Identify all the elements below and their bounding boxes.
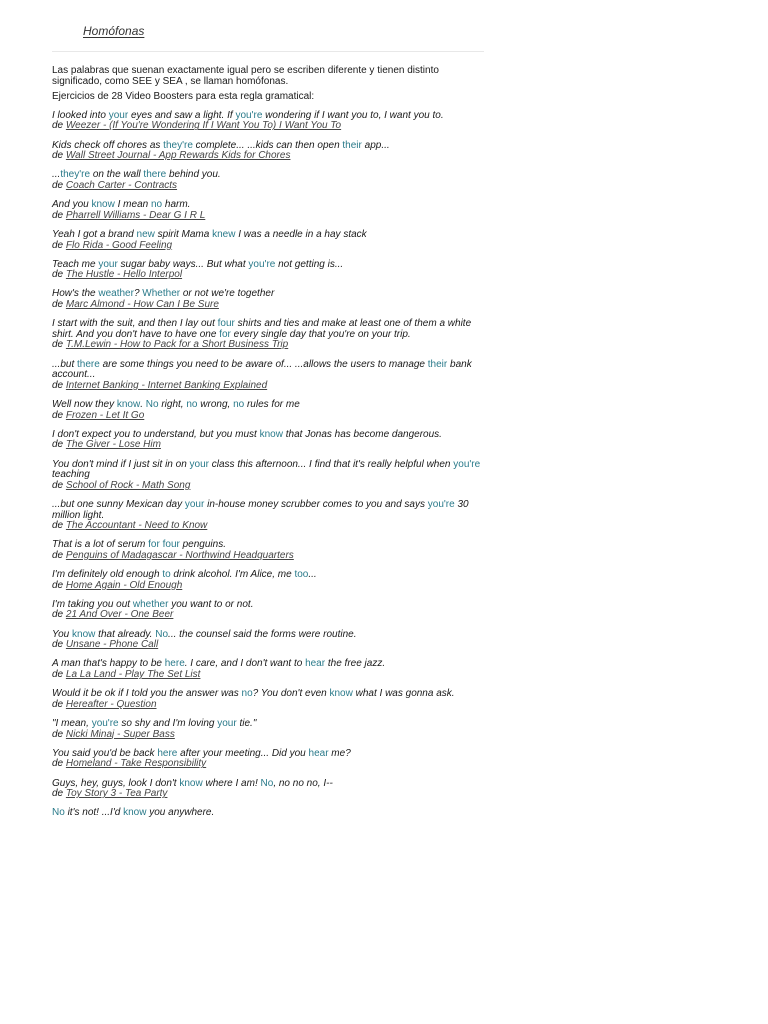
- example-source: [52, 411, 488, 422]
- homophone-highlight: no: [150, 199, 163, 211]
- example-source: [52, 551, 488, 562]
- source-link[interactable]: Home Again - Old Enough: [65, 579, 183, 591]
- example-item: [52, 659, 488, 680]
- example-item: [52, 360, 488, 392]
- homophone-highlight: here: [157, 747, 178, 759]
- source-prefix: de: [52, 409, 66, 421]
- quote-text: I don't expect you to understand, but you must: [52, 428, 260, 440]
- source-prefix: de: [52, 209, 66, 221]
- homophone-highlight: weather: [98, 288, 134, 300]
- page-title[interactable]: Homófonas: [83, 24, 145, 38]
- quote-text: shirts and ties and make at least one of them a white shirt. And you don't have to have one: [52, 318, 472, 340]
- homophone-highlight: new: [136, 228, 155, 240]
- example-quote: [52, 808, 488, 819]
- quote-text: in-house money scrubber comes to you and says: [204, 498, 428, 510]
- homophone-highlight: your: [98, 258, 118, 270]
- example-item: [52, 141, 488, 162]
- homophone-highlight: you're: [91, 718, 119, 729]
- homophone-highlight: Whether: [142, 288, 181, 300]
- example-item: [52, 319, 488, 351]
- homophone-highlight: hear: [305, 658, 326, 670]
- quote-text: behind you.: [166, 169, 221, 181]
- quote-text: I was a needle in a hay stack: [235, 228, 367, 240]
- homophone-highlight: know: [116, 399, 141, 410]
- source-prefix: de: [52, 299, 66, 311]
- homophone-highlight: you're: [248, 258, 276, 270]
- quote-text: How's the: [52, 288, 99, 300]
- source-prefix: de: [52, 788, 66, 800]
- quote-text: Guys, hey, guys, look I don't: [52, 777, 180, 789]
- source-link[interactable]: Internet Banking - Internet Banking Explained: [65, 379, 268, 391]
- quote-text: I start with the suit, and then I lay out: [52, 318, 218, 330]
- source-prefix: de: [52, 758, 66, 770]
- quote-text: ? You don't even: [252, 688, 330, 700]
- quote-text: class this afternoon... I find that it's really helpful when: [209, 458, 454, 470]
- homophone-highlight: know: [179, 777, 203, 789]
- homophone-highlight: your: [108, 109, 129, 121]
- source-link[interactable]: School of Rock - Math Song: [65, 479, 191, 491]
- source-prefix: de: [52, 669, 66, 681]
- example-source: [52, 481, 488, 492]
- source-link[interactable]: Frozen - Let It Go: [65, 409, 145, 421]
- quote-text: every single day that you're on your trip.: [230, 328, 411, 340]
- example-source: [52, 730, 488, 741]
- example-source: [52, 670, 488, 681]
- quote-text: Yeah I got a brand: [52, 228, 137, 240]
- quote-text: 30 million light.: [52, 498, 469, 521]
- homophone-highlight: you're: [453, 458, 481, 470]
- example-source: [52, 440, 488, 451]
- quote-text: ?: [133, 288, 143, 300]
- example-item: [52, 400, 488, 421]
- quote-text: eyes and saw a light. If: [128, 109, 236, 121]
- quote-text: bank account...: [52, 358, 472, 381]
- source-link[interactable]: Homeland - Take Responsibility: [65, 758, 207, 770]
- homophone-highlight: there: [143, 169, 167, 181]
- source-link[interactable]: Coach Carter - Contracts: [65, 179, 178, 191]
- homophone-highlight: no: [241, 688, 253, 700]
- quote-text: the free jazz.: [325, 658, 386, 670]
- example-source: [52, 151, 488, 162]
- quote-text: You said you'd be back: [52, 747, 158, 759]
- homophone-highlight: know: [329, 688, 353, 700]
- example-item: [52, 170, 488, 191]
- homophone-highlight: to: [162, 569, 171, 581]
- example-item: [52, 689, 488, 710]
- example-source: [52, 640, 488, 651]
- title-divider: [52, 51, 484, 52]
- homophone-highlight: No: [155, 628, 169, 640]
- homophone-highlight: your: [189, 458, 209, 470]
- example-item: [52, 111, 488, 132]
- homophone-highlight: No: [145, 399, 159, 410]
- quote-text: I'm taking you out: [52, 598, 133, 610]
- homophone-highlight: your: [184, 498, 205, 510]
- example-item: [52, 540, 488, 561]
- quote-text: drink alcohol. I'm Alice, me: [170, 569, 295, 581]
- example-item: [52, 430, 488, 451]
- quote-text: ...but one sunny Mexican day: [52, 498, 185, 510]
- quote-text: Well now they: [52, 399, 117, 410]
- quote-text: you want to or not.: [168, 598, 254, 610]
- example-item: [52, 570, 488, 591]
- quote-text: .: [140, 399, 146, 410]
- example-item: [52, 779, 488, 800]
- homophone-highlight: you're: [235, 109, 263, 121]
- quote-text: I looked into: [52, 109, 109, 121]
- quote-text: that Jonas has become dangerous.: [282, 428, 442, 440]
- quote-text: I'm definitely old enough: [52, 569, 163, 581]
- example-quote: [52, 460, 488, 481]
- example-item: [52, 500, 488, 532]
- source-link[interactable]: 21 And Over - One Beer: [65, 609, 174, 621]
- homophone-highlight: they're: [163, 139, 193, 151]
- source-prefix: de: [52, 150, 66, 162]
- source-link[interactable]: The Hustle - Hello Interpol: [65, 269, 183, 281]
- quote-text: sugar baby ways... But what: [117, 258, 249, 270]
- quote-text: not getting is...: [275, 258, 344, 270]
- example-source: [52, 759, 488, 770]
- quote-text: are some things you need to be aware of... ...allows the users to manage: [99, 358, 428, 370]
- source-link[interactable]: Unsane - Phone Call: [65, 639, 159, 651]
- quote-text: rules for me: [244, 399, 300, 410]
- example-item: [52, 749, 488, 770]
- example-source: [52, 300, 488, 311]
- source-link[interactable]: Toy Story 3 - Tea Party: [65, 788, 168, 800]
- quote-text: penguins.: [179, 539, 226, 551]
- example-item: [52, 230, 488, 251]
- homophone-highlight: for four: [148, 539, 180, 551]
- quote-text: wrong,: [197, 399, 234, 410]
- example-item: [52, 460, 488, 492]
- quote-text: You don't mind if I just sit in on: [52, 458, 190, 470]
- quote-text: Would it be ok if I told you the answer was: [52, 688, 242, 700]
- example-source: [52, 121, 488, 132]
- source-link[interactable]: Hereafter - Question: [65, 698, 157, 710]
- example-source: [52, 521, 488, 532]
- source-prefix: de: [52, 269, 66, 281]
- example-quote: [52, 319, 488, 340]
- source-link[interactable]: The Accountant - Need to Know: [65, 520, 208, 532]
- quote-text: That is a lot of serum: [52, 539, 149, 551]
- example-item: [52, 808, 488, 819]
- homophone-highlight: there: [77, 358, 100, 370]
- document-body: [52, 66, 488, 828]
- source-prefix: de: [52, 339, 66, 351]
- homophone-highlight: hear: [308, 747, 329, 759]
- source-prefix: de: [52, 728, 66, 740]
- source-link[interactable]: Pharrell Williams - Dear G I R L: [65, 209, 206, 221]
- quote-text: Teach me: [52, 258, 99, 270]
- source-prefix: de: [52, 609, 66, 621]
- example-source: [52, 181, 488, 192]
- quote-text: ...: [308, 569, 317, 581]
- example-source: [52, 700, 488, 711]
- example-item: [52, 200, 488, 221]
- homophone-highlight: know: [123, 807, 147, 819]
- quote-text: so shy and I'm loving: [118, 718, 218, 729]
- example-source: [52, 581, 488, 592]
- example-source: [52, 789, 488, 800]
- homophone-highlight: four: [217, 318, 235, 330]
- source-prefix: de: [52, 698, 66, 710]
- quote-text: wondering if I want you to, I want you to.: [262, 109, 444, 121]
- source-prefix: de: [52, 479, 66, 491]
- homophone-highlight: their: [427, 358, 448, 370]
- homophone-highlight: they're: [60, 169, 91, 181]
- source-prefix: de: [52, 120, 66, 132]
- homophone-highlight: knew: [212, 228, 236, 240]
- quote-text: or not we're together: [180, 288, 275, 300]
- intro-paragraph: Las palabras que suenan exactamente igual pero se escriben diferente y tienen distinto significado, como SEE y SEA , se llaman homófonas.: [52, 65, 439, 87]
- quote-text: on the wall: [90, 169, 144, 181]
- exercises-heading: Ejercicios de 28 Video Boosters para esta regla gramatical:: [52, 91, 315, 103]
- homophone-highlight: know: [72, 628, 96, 640]
- source-link[interactable]: Penguins of Madagascar - Northwind Headquarters: [65, 549, 294, 561]
- source-link[interactable]: Flo Rida - Good Feeling: [65, 239, 173, 251]
- example-quote: [52, 360, 488, 381]
- quote-text: me?: [328, 747, 351, 759]
- quote-text: A man that's happy to be: [52, 658, 165, 670]
- source-prefix: de: [52, 549, 66, 561]
- homophone-highlight: know: [259, 428, 283, 440]
- quote-text: "I mean,: [52, 718, 92, 729]
- example-item: [52, 719, 488, 740]
- example-quote: [52, 500, 488, 521]
- homophone-highlight: their: [342, 139, 362, 151]
- example-item: [52, 600, 488, 621]
- example-item: [52, 260, 488, 281]
- homophone-highlight: you're: [427, 498, 455, 510]
- source-link[interactable]: Wall Street Journal - App Rewards Kids for Chores: [65, 150, 291, 162]
- homophone-highlight: No: [260, 777, 274, 789]
- source-link[interactable]: Weezer - (If You're Wondering If I Want You To) I Want You To: [65, 120, 342, 132]
- quote-text: where I am!: [202, 777, 261, 789]
- quote-text: after your meeting... Did you: [177, 747, 309, 759]
- source-prefix: de: [52, 520, 66, 532]
- homophone-highlight: too: [294, 569, 309, 581]
- quote-text: you anywhere.: [146, 807, 215, 819]
- examples-list: [52, 111, 488, 819]
- source-link[interactable]: The Giver - Lose Him: [65, 439, 161, 451]
- quote-text: Kids check off chores as: [52, 139, 164, 151]
- example-source: [52, 211, 488, 222]
- homophone-highlight: no: [186, 399, 198, 410]
- quote-text: spirit Mama: [154, 228, 213, 240]
- source-prefix: de: [52, 579, 66, 591]
- example-item: [52, 630, 488, 651]
- homophone-highlight: for: [219, 328, 231, 340]
- quote-text: ...: [52, 169, 61, 181]
- source-link[interactable]: Nicki Minaj - Super Bass: [65, 728, 175, 740]
- homophone-highlight: here: [164, 658, 185, 670]
- source-prefix: de: [52, 439, 66, 451]
- homophone-highlight: no: [233, 399, 245, 410]
- homophone-highlight: No: [52, 807, 65, 819]
- quote-text: ... the counsel said the forms were routine.: [168, 628, 357, 640]
- example-source: [52, 610, 488, 621]
- example-source: [52, 241, 488, 252]
- quote-text: it's not! ...I'd: [64, 807, 124, 819]
- homophone-highlight: your: [217, 718, 237, 729]
- quote-text: ...but: [52, 358, 78, 370]
- quote-text: that already.: [95, 628, 156, 640]
- quote-text: And you: [52, 199, 92, 211]
- example-item: [52, 289, 488, 310]
- quote-text: You: [52, 628, 73, 640]
- homophone-highlight: whether: [132, 598, 169, 610]
- example-source: [52, 381, 488, 392]
- quote-text: tie.": [236, 718, 257, 729]
- quote-text: right,: [158, 399, 187, 410]
- quote-text: harm.: [162, 199, 191, 211]
- source-link[interactable]: La La Land - Play The Set List: [65, 669, 201, 681]
- example-source: [52, 270, 488, 281]
- example-source: [52, 340, 488, 351]
- source-prefix: de: [52, 379, 66, 391]
- source-link[interactable]: T.M.Lewin - How to Pack for a Short Business Trip: [65, 339, 289, 351]
- source-prefix: de: [52, 639, 66, 651]
- quote-text: app...: [361, 139, 390, 151]
- source-prefix: de: [52, 179, 66, 191]
- quote-text: complete... ...kids can then open: [192, 139, 343, 151]
- source-prefix: de: [52, 239, 66, 251]
- quote-text: I mean: [114, 199, 151, 211]
- quote-text: . I care, and I don't want to: [184, 658, 306, 670]
- source-link[interactable]: Marc Almond - How Can I Be Sure: [65, 299, 219, 311]
- quote-text: what I was gonna ask.: [352, 688, 455, 700]
- quote-text: , no no no, I--: [273, 777, 333, 789]
- homophone-highlight: know: [91, 199, 115, 211]
- quote-text: teaching: [52, 469, 90, 481]
